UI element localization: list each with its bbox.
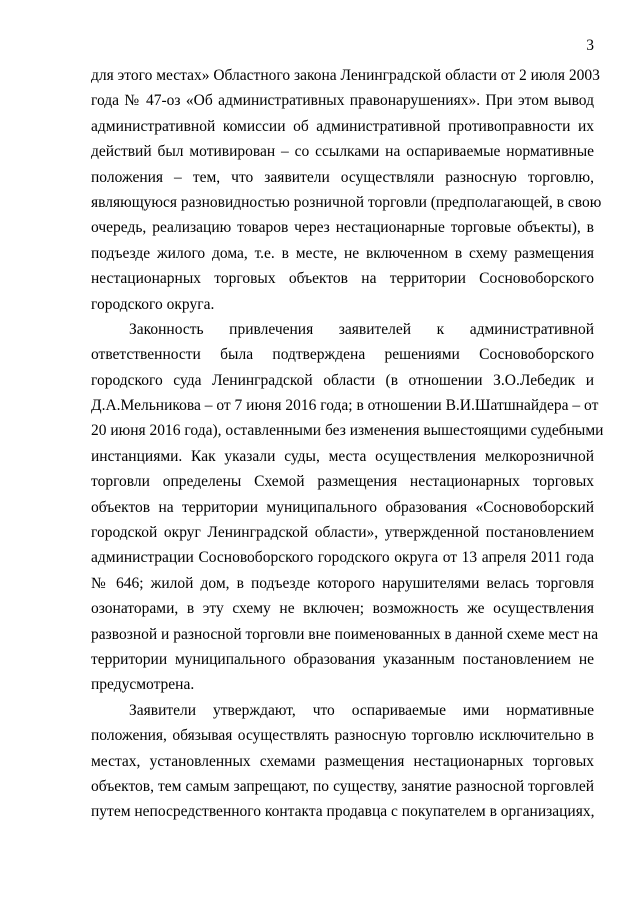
- text-line: торговли определены Схемой размещения нестационарных торговых: [91, 473, 594, 491]
- text-line: инстанциями. Как указали суды, места осуществления мелкорозничной: [91, 447, 594, 465]
- text-line: городской округ Ленинградской области», утвержденной постановлением: [91, 524, 594, 542]
- text-line: Заявители утверждают, что оспариваемые ими нормативные: [129, 701, 594, 719]
- text-line: № 646; жилой дом, в подъезде которого нарушителями велась торговля: [91, 574, 594, 592]
- text-line: городского округа.: [91, 295, 215, 313]
- text-line: территории муниципального образования указанным постановлением не: [91, 650, 594, 668]
- text-line: предусмотрена.: [91, 676, 195, 694]
- text-line: действий был мотивирован – со ссылками на оспариваемые нормативные: [91, 143, 594, 161]
- text-line: 20 июня 2016 года), оставленными без изменения вышестоящими судебными: [91, 422, 604, 440]
- text-line: объектов на территории муниципального образования «Сосновоборский: [91, 498, 594, 516]
- text-line: года № 47-оз «Об административных правонарушениях». При этом вывод: [91, 92, 594, 110]
- text-line: местах, установленных схемами размещения нестационарных торговых: [91, 752, 594, 770]
- text-line: озонаторами, в эту схему не включен; возможность же осуществления: [91, 600, 594, 618]
- text-line: подъезде жилого дома, т.е. в месте, не включенном в схему размещения: [91, 244, 594, 262]
- text-line: административной комиссии об административной противоправности их: [91, 117, 594, 135]
- paragraph-claims: [91, 698, 594, 825]
- text-line: положения, обязывая осуществлять разносную торговлю исключительно в: [91, 727, 594, 745]
- document-body: [91, 63, 604, 825]
- text-line: администрации Сосновоборского городского округа от 13 апреля 2011 года: [91, 549, 594, 567]
- text-line: для этого местах» Областного закона Ленинградской области от 2 июля 2003: [91, 67, 600, 84]
- text-line: нестационарных торговых объектов на территории Сосновоборского: [91, 270, 594, 288]
- text-line: положения – тем, что заявители осуществляли разносную торговлю,: [91, 168, 594, 186]
- text-line: объектов, тем самым запрещают, по существу, занятие разносной торговлей: [91, 777, 594, 795]
- paragraph-legality: [91, 317, 604, 698]
- text-line: Д.А.Мельникова – от 7 июня 2016 года; в отношении В.И.Шатшнайдера – от: [91, 397, 599, 415]
- text-line: развозной и разносной торговли вне поименованных в данной схеме мест на: [91, 625, 599, 643]
- text-line: путем непосредственного контакта продавца с покупателем в организациях,: [91, 803, 595, 821]
- page-number: 3: [586, 37, 594, 54]
- text-line: являющуюся разновидностью розничной торговли (предполагающей, в свою: [91, 193, 602, 211]
- text-line: городского суда Ленинградской области (в отношении З.О.Лебедик и: [91, 371, 594, 389]
- text-line: ответственности была подтверждена решениями Сосновоборского: [91, 346, 594, 364]
- text-line: очередь, реализацию товаров через нестационарные торговые объекты), в: [91, 219, 594, 237]
- paragraph-continuation: [91, 63, 602, 317]
- text-line: Законность привлечения заявителей к административной: [129, 320, 594, 338]
